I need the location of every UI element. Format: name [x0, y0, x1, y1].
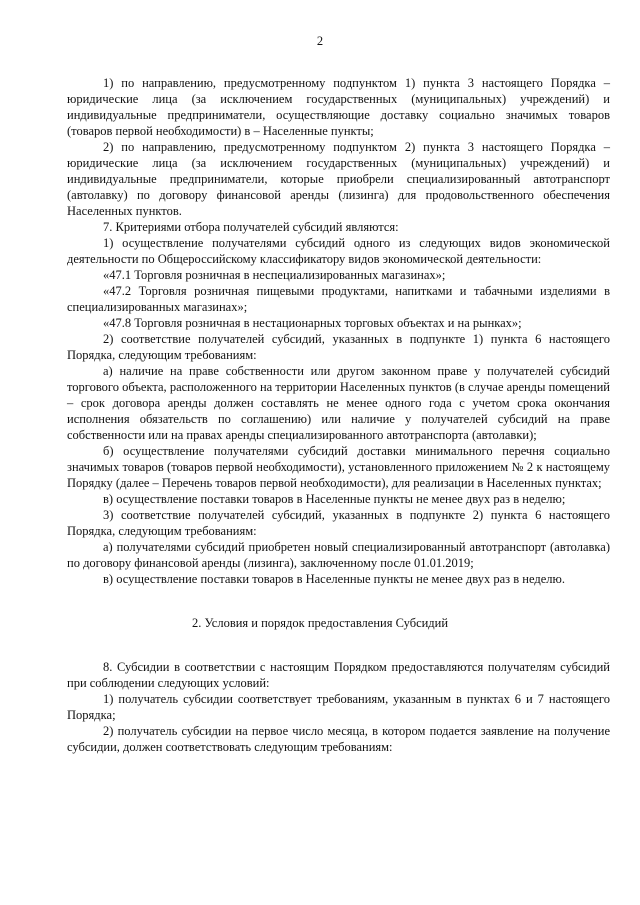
paragraph: 8. Субсидии в соответствии с настоящим Порядком предоставляются получателям субсидий при соблюдении следующих условий:	[67, 660, 610, 690]
page-number: 2	[316, 34, 324, 48]
paragraph: 2) соответствие получателей субсидий, указанных в подпункте 1) пункта 6 настоящего Порядка, следующим требованиям:	[67, 332, 610, 362]
paragraph: «47.2 Торговля розничная пищевыми продуктами, напитками и табачными изделиями в специализированных магазинах»;	[67, 284, 610, 314]
paragraph: 1) осуществление получателями субсидий одного из следующих видов экономической деятельности по Общероссийскому классификатору видов экономической деятельности:	[67, 236, 610, 266]
paragraph: 2) получатель субсидии на первое число месяца, в котором подается заявление на получение субсидии, должен соответствовать следующим требованиям:	[67, 724, 610, 754]
body-top	[67, 75, 610, 587]
body-bottom	[67, 659, 610, 755]
paragraph: в) осуществление поставки товаров в Населенные пункты не менее двух раз в неделю.	[103, 572, 565, 586]
paragraph: в) осуществление поставки товаров в Населенные пункты не менее двух раз в неделю;	[103, 492, 566, 506]
paragraph: 2) по направлению, предусмотренному подпунктом 2) пункта 3 настоящего Порядка – юридические лица (за исключением государственных (муниципальных) учреждений) и индивидуальные предприниматели, которые приобрели специализированный автотранспорт (автолавку) по договору финансовой аренды (лизинга) для продовольственного обеспечения Населенных пунктов.	[67, 140, 610, 218]
paragraph: 1) получатель субсидии соответствует требованиям, указанным в пунктах 6 и 7 настоящего Порядка;	[67, 692, 610, 722]
paragraph: 3) соответствие получателей субсидий, указанных в подпункте 2) пункта 6 настоящего Порядка, следующим требованиям:	[67, 508, 610, 538]
paragraph: а) получателями субсидий приобретен новый специализированный автотранспорт (автолавка) по договору финансовой аренды (лизинга), заключенному после 01.01.2019;	[67, 540, 610, 570]
paragraph: «47.1 Торговля розничная в неспециализированных магазинах»;	[103, 268, 446, 282]
paragraph: 1) по направлению, предусмотренному подпунктом 1) пункта 3 настоящего Порядка – юридические лица (за исключением государственных (муниципальных) учреждений) и индивидуальные предприниматели, осуществляющие доставку социально значимых товаров (товаров первой необходимости) в – Населенные пункты;	[67, 76, 610, 138]
section-heading: 2. Условия и порядок предоставления Субсидий	[191, 616, 449, 630]
paragraph: б) осуществление получателями субсидий доставки минимального перечня социально значимых товаров (товаров первой необходимости), установленного приложением № 2 к настоящему Порядку (далее – Перечень товаров первой необходимости), для реализации в Населенных пунктах;	[67, 444, 610, 490]
paragraph: а) наличие на праве собственности или другом законном праве у получателей субсидий торгового объекта, расположенного на территории Населенных пунктов (в случае аренды помещений – срок договора аренды должен составлять не менее одного года с учетом срока окончания исполнения обязательств по соглашению) или наличие у получателей субсидий на праве собственности или на правах аренды специализированного автотранспорта (автолавки);	[67, 364, 610, 442]
paragraph: 7. Критериями отбора получателей субсидий являются:	[103, 220, 399, 234]
paragraph: «47.8 Торговля розничная в нестационарных торговых объектах и на рынках»;	[103, 316, 522, 330]
